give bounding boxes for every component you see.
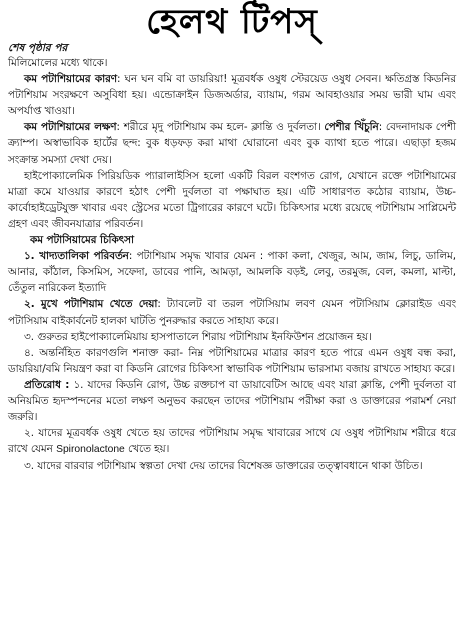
prevention-label: প্রতিরোধ :: [24, 378, 70, 391]
treatment-text: হাসপাতালে শিরায় পটাশিয়াম ইনফিউশন প্রয়োজন হয়।: [147, 330, 372, 343]
causes-label: কম পটাশিয়ামের কারণ: [24, 73, 117, 86]
cramps-label: পেশীর খিঁচুনি: [324, 121, 379, 134]
treatment-text: : ট্যাবলেট বা তরল পটাসিয়াম লবণ যেমন পটাসিয়াম ক্লোরাইড এবং পটাসিয়াম বাইকার্বনেট হালকা ঘাটতি পুনরুদ্ধার করতে সাহায্য করে।: [8, 298, 456, 327]
symptoms-paragraph: [8, 119, 456, 167]
treatment-label: ১. খাদ্যতালিকা পরিবর্তন: [24, 250, 129, 263]
treatment-heading: কম পটাসিয়ামের চিকিৎসা: [30, 234, 134, 247]
cramps-text: : বেদনাদায়ক পেশী ক্র্যাম্প। অস্বাভাবিক হার্টের ছন্দ: বুক ধড়ফড় করা মাথা ঘোরানো এবং বুক ব্যাথা হতে পারে। এছাড়া হজম সংক্রান্ত সমস্যা দেখা দেয়।: [8, 121, 456, 166]
prevention-item: [8, 425, 456, 458]
treatment-item: [8, 329, 456, 345]
treatment-text: : পটাশিয়াম সমৃদ্ধ খাবার যেমন : পাকা কলা, খেজুর, আম, জাম, লিচু, ডালিম, আনার, কাঁঠাল, কিসমিস, সফেদা, ডাবের পানি, আমড়া, আমলকি বড়ই, লেবু, তরমুজ, বেল, কমলা, মাল্টা, তেঁতুল নারিকেল ইত্যাদি: [8, 250, 456, 295]
prevention-text: ১. যাদের কিডনি রোগ, উচ্চ রক্তচাপ বা ডায়াবেটিস আছে এবং যারা ক্লান্তি, পেশী দুর্বলতা বা অনিয়মিত হৃদস্পন্দনের মতো লক্ষণ অনুভব করছেন তাদের পটাশিয়াম পরীক্ষা করা ও ডাক্তারের পরামর্শ নেয়া জরুরি।: [8, 378, 456, 424]
treatment-item: [8, 248, 456, 296]
treatment-item: [8, 345, 456, 377]
intro-line: মিলিমোলের মধ্যে থাকে।: [8, 57, 108, 69]
symptoms-label: কম পটাশিয়ামের লক্ষণ: [24, 121, 117, 134]
continued-from-label: শেষ পৃষ্ঠার পর: [8, 42, 68, 54]
causes-text: : ঘন ঘন বমি বা ডায়রিয়া! মূত্রবর্ধক ওষুধ স্টেরয়েড ওষুধ সেবন। ক্ষতিগ্রস্ত কিডনির পটাশিয়াম সংরক্ষণে অসুবিধা হয়। এন্ডোক্রাইন ডিজঅর্ডার, ব্যায়াম, গরম আবহাওয়ার সময় ভারী ঘাম এবং অপর্যাপ্ত খাওয়া।: [8, 73, 456, 118]
article-body: [8, 55, 456, 474]
treatment-label: ৪. অন্তর্নিহিত কারণগুলি শনাক্ত করা: [24, 346, 180, 359]
treatment-text: - নিম্ন পটাশিয়ামের মাত্রার কারণ হতে পারে এমন ওষুধ বন্ধ করা, ডায়রিয়া/বমি নিয়ন্ত্রণ করা বা কিডনি রোগের চিকিৎসা স্বাভাবিক পটাশিয়াম ভারসাম্য বজায় রাখতে সাহায্য করে।: [8, 346, 456, 375]
prevention-text: ২. যাদের মূত্রবর্ধক ওষুধ খেতে হয় তাদের পটাশিয়াম সমৃদ্ধ খাবারের সাথে যে ওষুধ পটাশিয়াম শরীরে ধরে রাখে যেমন: [8, 427, 456, 456]
prevention-text-tail: খেতে হয়।: [124, 443, 170, 456]
treatment-label: ৩. গুরুতর হাইপোক্যালেমিয়ায়: [24, 330, 148, 343]
symptoms-text: : শরীরে মৃদু পটাশিয়াম কম হলে- ক্লান্তি ও দুর্বলতা।: [116, 121, 321, 134]
prevention-text: ৩. যাদের বারবার পটাশিয়াম স্বল্পতা দেখা দেয় তাদের বিশেষজ্ঞ ডাক্তারের তত্ত্বাবধানে থাকা উচিত।: [24, 460, 423, 473]
article-title: হেলথ টিপস্‌: [146, 2, 318, 42]
causes-paragraph: [8, 71, 456, 119]
treatment-item: [8, 296, 456, 328]
prevention-item: [8, 458, 456, 474]
prevention-item: [8, 377, 456, 425]
drug-name: Spironolactone: [56, 444, 125, 456]
hypokalemic-paragraph: হাইপোক্যালেমিক পিরিয়ডিক প্যারালাইসিস হলো একটি বিরল বংশগত রোগ, যেখানে রক্তে পটাশিয়ামের মাত্রা কমে যাওয়ার কারণে হঠাৎ পেশী দুর্বলতা বা পক্ষাঘাত হয়। এটি সাধারণত কঠোর ব্যায়াম, উচ্চ-কার্বোহাইড্রেটযুক্ত খাবার এবং স্ট্রেসের মতো ট্রিগারের কারণে ঘটে। চিকিৎসার মধ্যে রয়েছে পটাশিয়াম সাপ্লিমেন্ট গ্রহণ এবং জীবনযাত্রার পরিবর্তন।: [8, 169, 456, 230]
treatment-label: ২. মুখে পটাশিয়াম খেতে দেয়া: [24, 298, 158, 311]
